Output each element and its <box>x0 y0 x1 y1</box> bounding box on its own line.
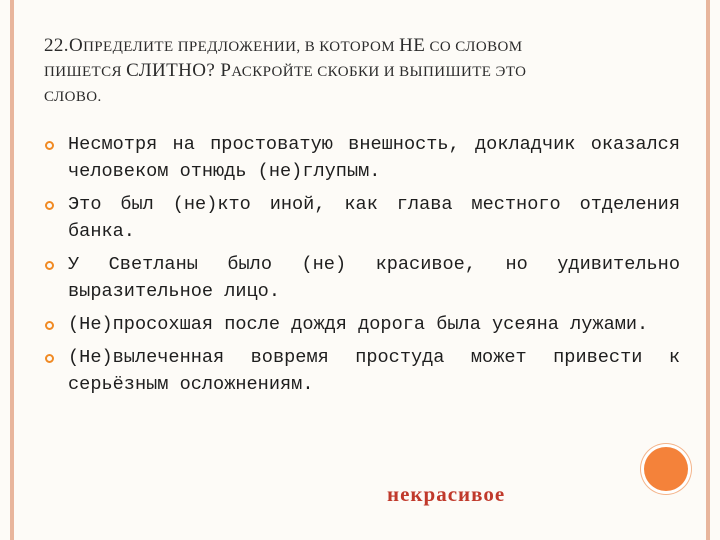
title-ne: НЕ <box>399 35 426 56</box>
title-part-2: СО СЛОВОМ <box>425 39 523 55</box>
item-text: У Светланы было (не) красивое, но удивительно выразительное лицо. <box>68 254 680 302</box>
title-slitno: СЛИТНО? Р <box>126 60 232 81</box>
slide-title <box>44 34 684 109</box>
title-part-3: ПИШЕТСЯ <box>44 64 127 80</box>
title-part-1: ПРЕДЕЛИТЕ ПРЕДЛОЖЕНИИ, В КОТОРОМ <box>83 39 400 55</box>
list-item <box>44 344 704 398</box>
title-part-4: АСКРОЙТЕ СКОБКИ И ВЫПИШИТЕ ЭТО <box>231 64 527 80</box>
circle-bullet-icon <box>45 201 54 210</box>
circle-bullet-icon <box>45 261 54 270</box>
circle-bullet-icon <box>45 354 54 363</box>
answer-text: некрасивое <box>387 482 506 506</box>
title-part-5: СЛОВО. <box>44 89 102 105</box>
list-item <box>44 251 704 305</box>
title-number: 22.О <box>44 35 84 56</box>
circle-bullet-icon <box>45 141 54 150</box>
list-item <box>44 311 704 338</box>
item-text: Несмотря на простоватую внешность, докладчик оказался человеком отнюдь (не)глупым. <box>68 134 680 182</box>
item-text: Это был (не)кто иной, как глава местного отделения банка. <box>68 194 680 242</box>
sentence-list <box>44 131 704 398</box>
left-frame-line <box>10 0 14 540</box>
decorative-circle <box>644 447 688 491</box>
item-text: (Не)просохшая после дождя дорога была усеяна лужами. <box>68 314 649 335</box>
list-item <box>44 191 704 245</box>
right-frame-line <box>706 0 710 540</box>
list-item <box>44 131 704 185</box>
item-text: (Не)вылеченная вовремя простуда может привести к серьёзным осложнениям. <box>68 347 680 395</box>
circle-bullet-icon <box>45 321 54 330</box>
